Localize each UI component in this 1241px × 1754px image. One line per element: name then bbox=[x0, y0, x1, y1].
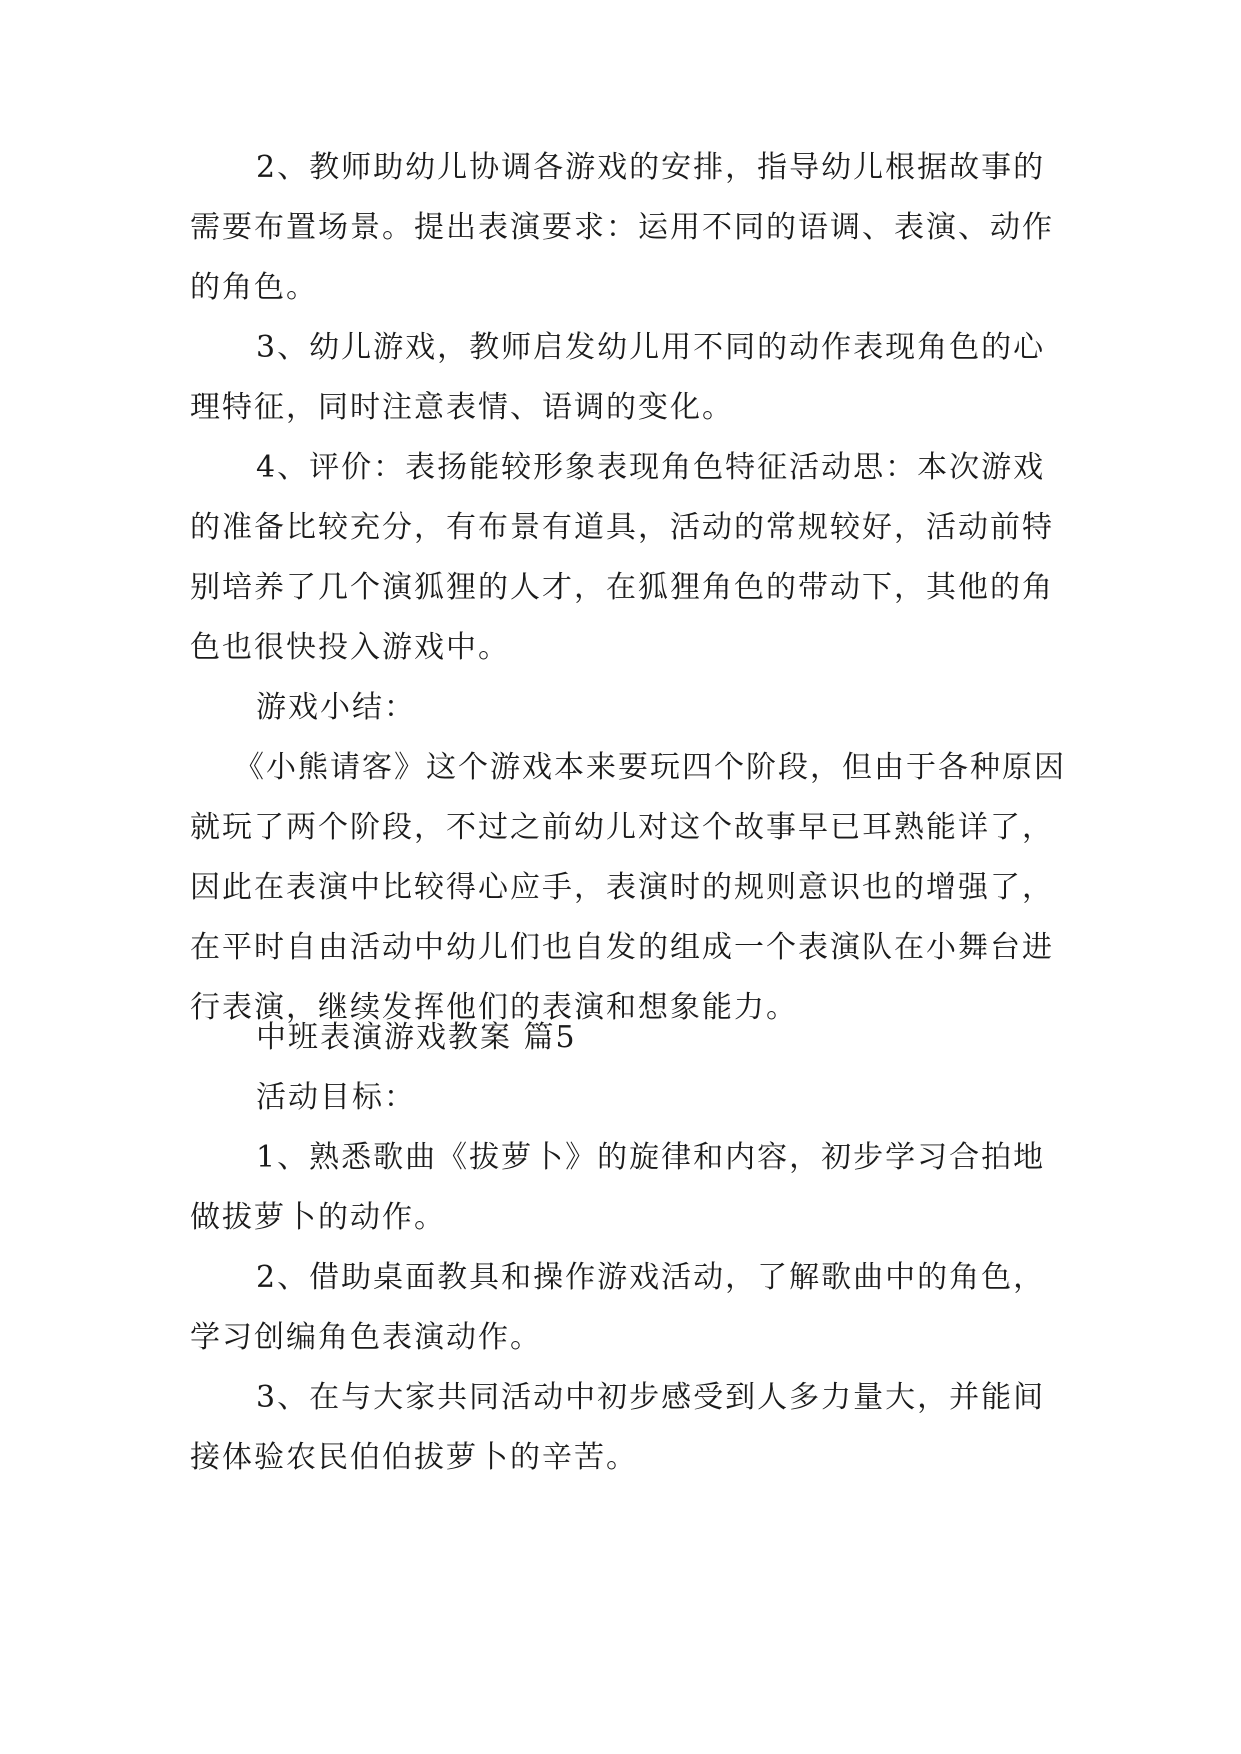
paragraph-game-summary: 《小熊请客》这个游戏本来要玩四个阶段，但由于各种原因就玩了两个阶段，不过之前幼儿对这个故事早已耳熟能详了，因此在表演中比较得心应手，表演时的规则意识也的增强了，在平时自由活动中幼儿们也自发的组成一个表演队在小舞台进行表演，继续发挥他们的表演和想象能力。 bbox=[190, 750, 1066, 1025]
section-heading: 中班表演游戏教案 篇5 bbox=[256, 1020, 577, 1055]
paragraph-goal-2: 2、借助桌面教具和操作游戏活动，了解歌曲中的角色，学习创编角色表演动作。 bbox=[190, 1260, 1046, 1355]
paragraph-evaluation: 4、评价：表扬能较形象表现角色特征活动思：本次游戏的准备比较充分，有布景有道具，活动的常规较好，活动前特别培养了几个演狐狸的人才，在狐狸角色的带动下，其他的角色也很快投入游戏中。 bbox=[190, 450, 1054, 665]
paragraph-teacher-arrangement: 2、教师助幼儿协调各游戏的安排，指导幼儿根据故事的需要布置场景。提出表演要求：运用不同的语调、表演、动作的角色。 bbox=[190, 150, 1054, 305]
paragraph-activity-goals-label: 活动目标： bbox=[256, 1080, 416, 1115]
paragraph-goal-3: 3、在与大家共同活动中初步感受到人多力量大，并能间接体验农民伯伯拔萝卜的辛苦。 bbox=[190, 1380, 1046, 1475]
paragraph-children-play: 3、幼儿游戏，教师启发幼儿用不同的动作表现角色的心理特征，同时注意表情、语调的变化。 bbox=[190, 330, 1046, 425]
paragraph-game-summary-label: 游戏小结： bbox=[256, 690, 416, 725]
paragraph-goal-1: 1、熟悉歌曲《拔萝卜》的旋律和内容，初步学习合拍地做拔萝卜的动作。 bbox=[190, 1140, 1046, 1235]
